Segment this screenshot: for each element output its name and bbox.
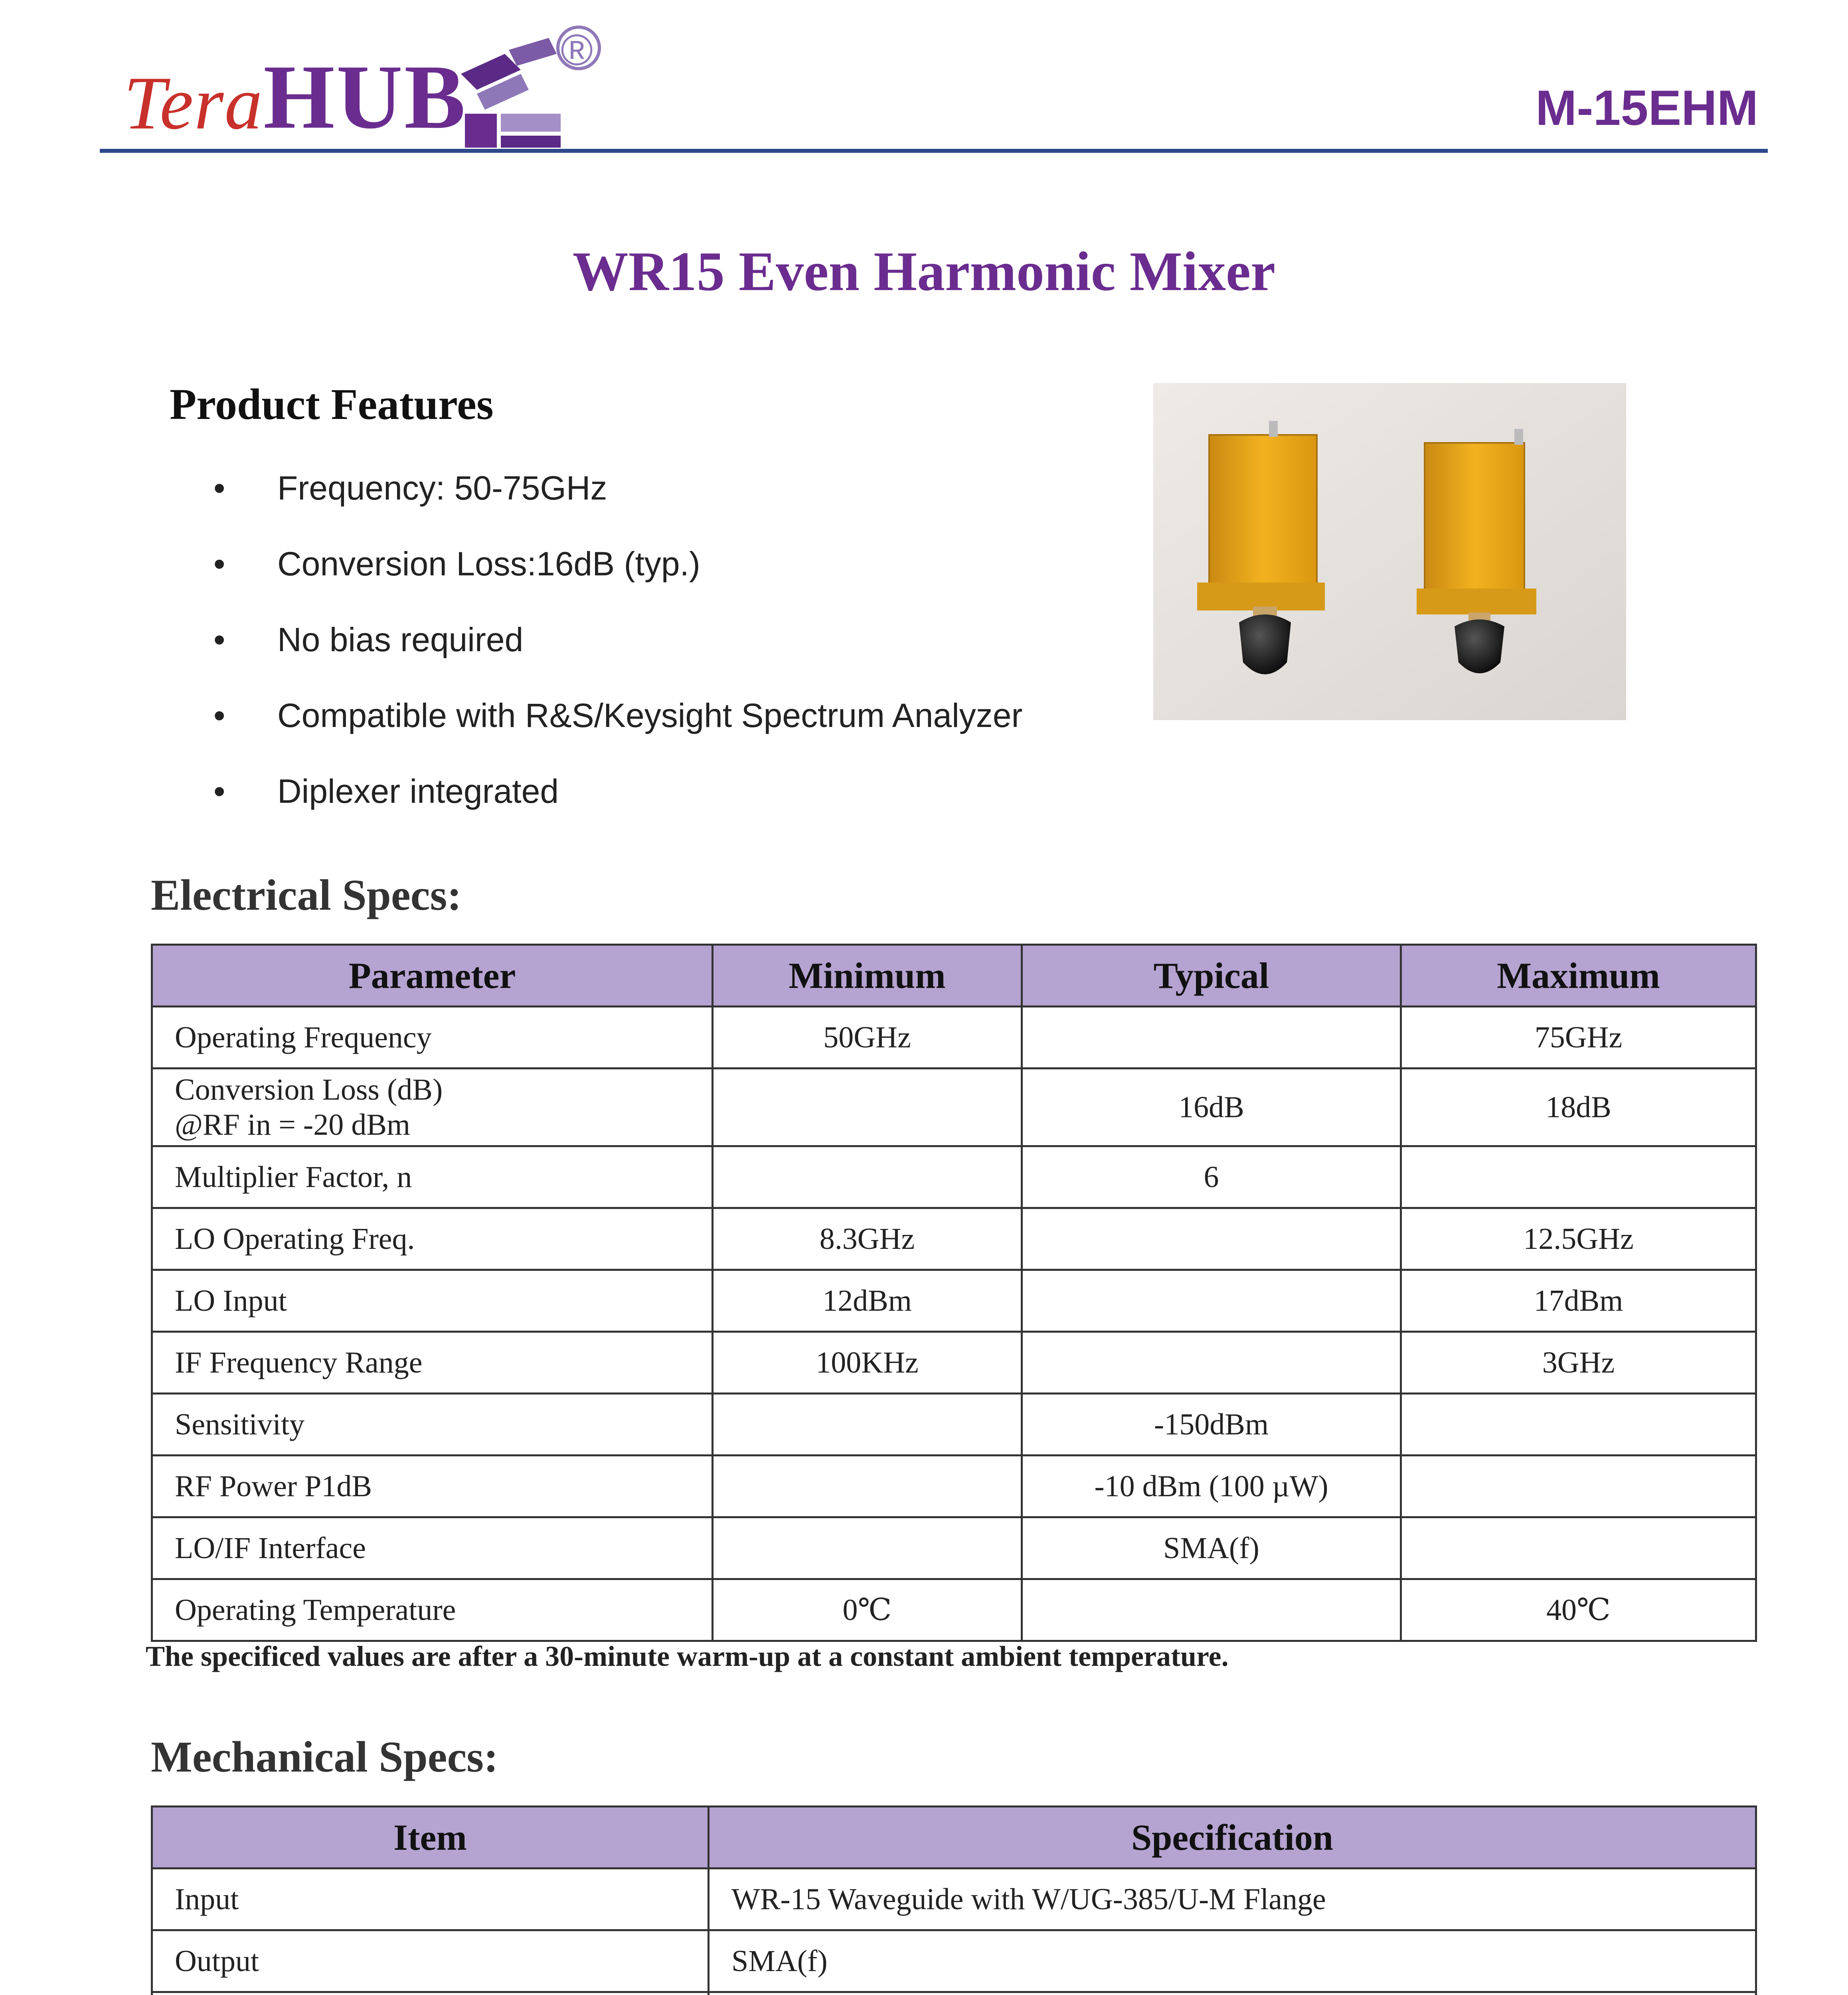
spec-cell: WR-15 Waveguide with W/UG-385/U-M Flange xyxy=(709,1869,1756,1930)
min-cell: 50GHz xyxy=(713,1007,1022,1069)
max-cell: 17dBm xyxy=(1401,1270,1756,1332)
param-cell: Operating Temperature xyxy=(152,1579,713,1641)
max-cell: 12.5GHz xyxy=(1401,1208,1756,1270)
max-cell: 75GHz xyxy=(1401,1007,1756,1069)
min-cell: 12dBm xyxy=(713,1270,1022,1332)
warmup-footnote: The specificed values are after a 30-minute warm-up at a constant ambient temperature. xyxy=(146,1640,1229,1672)
table-row xyxy=(152,1579,1756,1641)
column-header: Minimum xyxy=(713,945,1022,1007)
bullet-icon: • xyxy=(213,545,225,583)
spec-cell xyxy=(709,1992,1756,1995)
mechanical-specs-heading: Mechanical Specs: xyxy=(151,1732,498,1781)
typ-cell xyxy=(1022,1007,1401,1069)
min-cell: 8.3GHz xyxy=(713,1208,1022,1270)
param-cell: Sensitivity xyxy=(152,1394,713,1456)
max-cell: 18dB xyxy=(1401,1069,1756,1146)
param-cell: IF Frequency Range xyxy=(152,1332,713,1394)
max-cell xyxy=(1401,1394,1756,1456)
typ-cell xyxy=(1022,1579,1401,1641)
logo-registered-mark: ® xyxy=(561,26,593,75)
feature-text: Diplexer integrated xyxy=(277,772,559,810)
min-cell xyxy=(713,1146,1022,1208)
typ-cell xyxy=(1022,1332,1401,1394)
header-divider xyxy=(100,149,1768,153)
param-name: Conversion Loss (dB) xyxy=(175,1073,443,1106)
table-row xyxy=(152,1456,1756,1517)
max-cell: 3GHz xyxy=(1401,1332,1756,1394)
product-photo xyxy=(1153,383,1626,720)
min-cell xyxy=(713,1456,1022,1517)
mechanical-specs-table xyxy=(151,1805,1757,1995)
logo-text-hub: HUB xyxy=(263,46,467,148)
feature-text: Frequency: 50-75GHz xyxy=(277,469,607,507)
max-cell: 40℃ xyxy=(1401,1579,1756,1641)
column-header: Specification xyxy=(709,1807,1756,1869)
table-row xyxy=(152,1394,1756,1456)
features-heading: Product Features xyxy=(170,380,494,429)
model-number: M-15EHM xyxy=(1535,81,1758,136)
bullet-icon: • xyxy=(213,621,225,658)
table-header-row xyxy=(152,945,1756,1007)
typ-cell: 16dB xyxy=(1022,1069,1401,1146)
min-cell xyxy=(713,1517,1022,1579)
spec-cell: SMA(f) xyxy=(709,1930,1756,1992)
logo-text-tera: Tera xyxy=(124,61,263,145)
table-row xyxy=(152,1208,1756,1270)
table-row xyxy=(152,1146,1756,1208)
table-row xyxy=(152,1069,1756,1146)
column-header: Parameter xyxy=(152,945,713,1007)
param-cell: LO Operating Freq. xyxy=(152,1208,713,1270)
typ-cell xyxy=(1022,1208,1401,1270)
electrical-specs-heading: Electrical Specs: xyxy=(151,871,462,919)
param-condition: @RF in = -20 dBm xyxy=(175,1108,411,1142)
bullet-icon: • xyxy=(213,469,225,507)
typ-cell xyxy=(1022,1270,1401,1332)
param-cell: LO Input xyxy=(152,1270,713,1332)
table-row xyxy=(152,1007,1756,1069)
column-header: Maximum xyxy=(1401,945,1756,1007)
typ-cell: 6 xyxy=(1022,1146,1401,1208)
column-header: Item xyxy=(152,1807,709,1869)
column-header: Typical xyxy=(1022,945,1401,1007)
min-cell: 0℃ xyxy=(713,1579,1022,1641)
param-cell xyxy=(152,1069,713,1146)
table-row xyxy=(152,1992,1756,1995)
item-cell: Output xyxy=(152,1930,709,1992)
table-row xyxy=(152,1517,1756,1579)
table-row xyxy=(152,1930,1756,1992)
page-title: WR15 Even Harmonic Mixer xyxy=(572,241,1276,302)
min-cell: 100KHz xyxy=(713,1332,1022,1394)
max-cell xyxy=(1401,1146,1756,1208)
param-cell: Multiplier Factor, n xyxy=(152,1146,713,1208)
electrical-specs-table xyxy=(151,944,1757,1642)
min-cell xyxy=(713,1394,1022,1456)
typ-cell: -150dBm xyxy=(1022,1394,1401,1456)
table-row xyxy=(152,1270,1756,1332)
bullet-icon: • xyxy=(213,772,225,810)
table-header-row xyxy=(152,1807,1756,1869)
item-cell xyxy=(152,1992,709,1995)
feature-text: Conversion Loss:16dB (typ.) xyxy=(277,545,700,583)
param-cell: Operating Frequency xyxy=(152,1007,713,1069)
max-cell xyxy=(1401,1456,1756,1517)
feature-text: Compatible with R&S/Keysight Spectrum Analyzer xyxy=(277,697,1023,734)
typ-cell: -10 dBm (100 µW) xyxy=(1022,1456,1401,1517)
item-cell: Input xyxy=(152,1869,709,1930)
min-cell xyxy=(713,1069,1022,1146)
param-cell: RF Power P1dB xyxy=(152,1456,713,1517)
table-row xyxy=(152,1869,1756,1930)
max-cell xyxy=(1401,1517,1756,1579)
bullet-icon: • xyxy=(213,697,225,734)
typ-cell: SMA(f) xyxy=(1022,1517,1401,1579)
table-row xyxy=(152,1332,1756,1394)
param-cell: LO/IF Interface xyxy=(152,1517,713,1579)
feature-text: No bias required xyxy=(277,621,524,658)
